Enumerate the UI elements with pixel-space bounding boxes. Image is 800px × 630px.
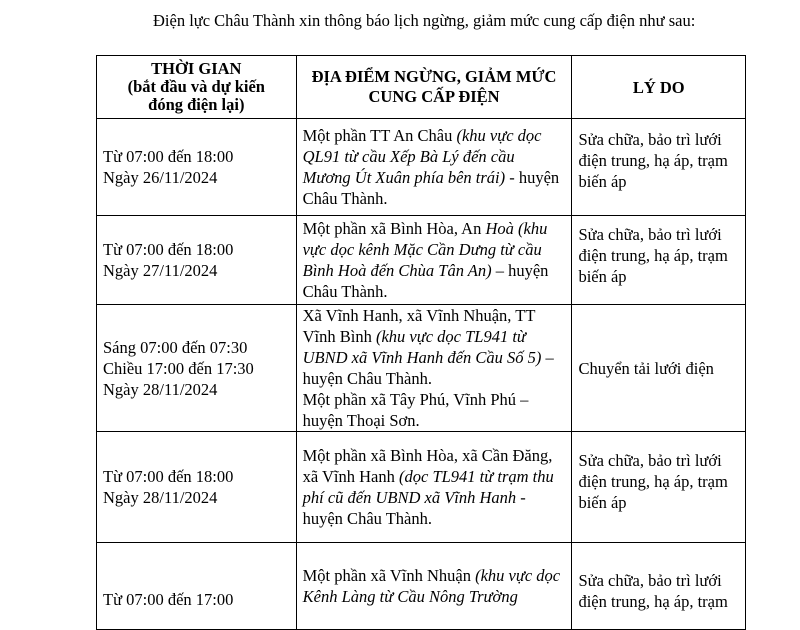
- table-row: [97, 543, 746, 630]
- location-text: Một phần xã Bình Hòa, An: [302, 219, 486, 238]
- time-range: Từ 07:00 đến 18:00: [103, 467, 234, 486]
- location-cell: [296, 216, 572, 305]
- table-row: [97, 216, 746, 305]
- location-detail: (khu vực dọc Kênh Làng từ Cầu Nông Trường: [302, 566, 561, 606]
- location-detail: Hoà (khu vực dọc kênh Mặc Cần Dưng từ cầu Bình Hoà đến Chùa Tân An): [302, 219, 548, 280]
- table-row: [97, 305, 746, 432]
- location-text: Một phần xã Vĩnh Nhuận: [302, 566, 476, 585]
- header-reason: LÝ DO: [572, 56, 746, 119]
- location-cell: [296, 119, 572, 216]
- header-location: [296, 56, 572, 119]
- location-text: Một phần TT An Châu: [302, 126, 457, 145]
- outage-schedule-table: [96, 55, 746, 630]
- time-range-morning: Sáng 07:00 đến 07:30: [103, 337, 248, 357]
- date: Ngày 28/11/2024: [103, 488, 218, 507]
- reason-cell: Sửa chữa, bảo trì lưới điện trung, hạ áp, trạm biến áp: [572, 216, 746, 305]
- location-cell: [296, 432, 572, 543]
- header-time-line-2: (bắt đầu và dự kiến: [127, 77, 265, 96]
- header-location-line-2: CUNG CẤP ĐIỆN: [368, 87, 500, 106]
- location-district: - huyện Châu Thành.: [302, 488, 526, 528]
- date: Ngày 26/11/2024: [103, 168, 218, 187]
- intro-paragraph: [117, 11, 727, 31]
- reason-cell: Chuyển tải lưới điện: [572, 305, 746, 432]
- time-range: Từ 07:00 đến 18:00: [103, 147, 234, 166]
- time-range: Từ 07:00 đến 17:00: [103, 589, 234, 609]
- location-text: Xã Vĩnh Hanh, xã Vĩnh Nhuận, TT Vĩnh Bình: [302, 306, 536, 346]
- location-detail: (khu vực dọc TL941 từ UBND xã Vĩnh Hanh đến Cầu Số 5): [302, 327, 542, 367]
- location-district: – huyện Châu Thành.: [302, 261, 549, 301]
- location-cell: [296, 305, 572, 432]
- table-header-row: [97, 56, 746, 119]
- reason-cell: Sửa chữa, bảo trì lưới điện trung, hạ áp, trạm biến áp: [572, 432, 746, 543]
- time-range: Từ 07:00 đến 18:00: [103, 240, 234, 259]
- location-detail: (dọc TL941 từ trạm thu phí cũ đến UBND xã Vĩnh Hanh: [302, 467, 554, 507]
- time-range-afternoon: Chiều 17:00 đến 17:30: [103, 358, 254, 378]
- header-time: [97, 56, 297, 119]
- table-row: [97, 432, 746, 543]
- location-district: - huyện Châu Thành.: [302, 168, 560, 208]
- location-cell: [296, 543, 572, 630]
- header-time-line-3: đóng điện lại): [148, 95, 245, 114]
- header-time-line-1: THỜI GIAN: [151, 59, 242, 78]
- time-cell: [97, 432, 297, 543]
- location-text-2: Một phần xã Tây Phú, Vĩnh Phú – huyện Thoại Sơn.: [302, 390, 529, 430]
- location-detail: (khu vực dọc QL91 từ cầu Xếp Bà Lý đến cầu Mương Út Xuân phía bên trái): [302, 126, 542, 187]
- date: Ngày 28/11/2024: [103, 379, 218, 399]
- date: Ngày 27/11/2024: [103, 261, 218, 280]
- time-cell: [97, 305, 297, 432]
- location-district: – huyện Châu Thành.: [302, 348, 554, 388]
- header-location-line-1: ĐỊA ĐIỂM NGỪNG, GIẢM MỨC: [311, 67, 557, 86]
- time-cell: [97, 216, 297, 305]
- time-cell: [97, 119, 297, 216]
- time-cell: [97, 543, 297, 630]
- reason-cell: Sửa chữa, bảo trì lưới điện trung, hạ áp, trạm: [572, 543, 746, 630]
- table-row: [97, 119, 746, 216]
- reason-cell: Sửa chữa, bảo trì lưới điện trung, hạ áp, trạm biến áp: [572, 119, 746, 216]
- location-text: Một phần xã Bình Hòa, xã Cần Đăng, xã Vĩnh Hanh: [302, 446, 553, 486]
- intro-text: Điện lực Châu Thành xin thông báo lịch ngừng, giảm mức cung cấp điện như sau:: [153, 11, 696, 30]
